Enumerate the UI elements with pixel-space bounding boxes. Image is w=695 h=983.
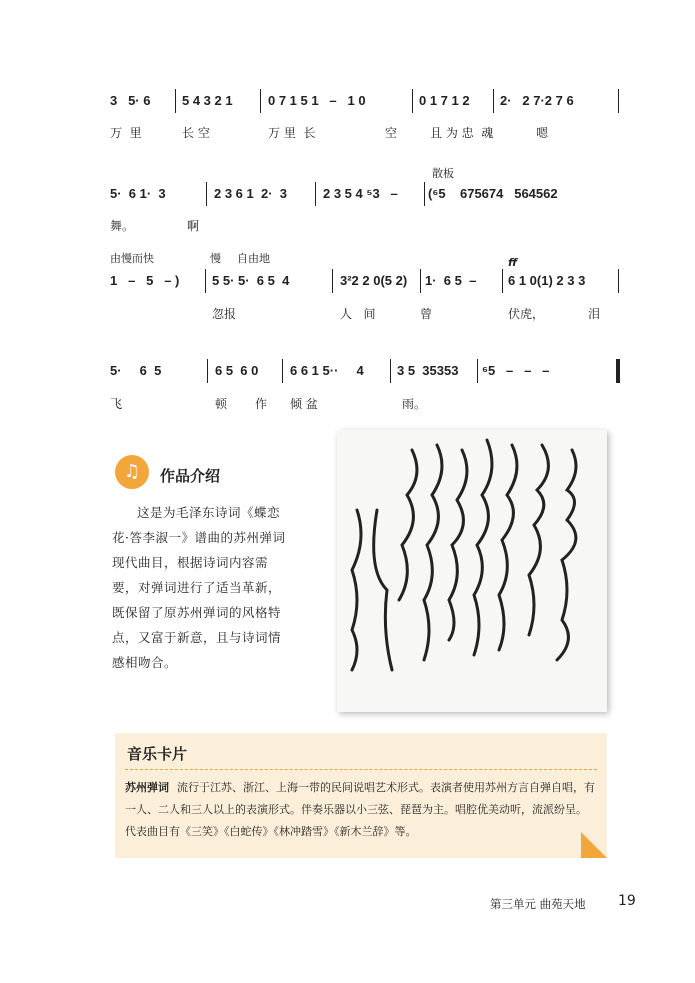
tempo-mark: 散板 xyxy=(432,167,454,180)
lyric: 万 里 长 xyxy=(268,126,316,140)
lyric: 啊 xyxy=(187,219,200,233)
measure: 5 5· 5· 6 5 4 xyxy=(212,273,290,288)
section-title: 作品介绍 xyxy=(160,467,221,485)
lyric: 倾 盆 xyxy=(290,397,318,411)
measure: 6 1 0(1) 2 3 3 xyxy=(508,273,586,288)
page-number: 19 xyxy=(618,893,636,909)
measure: 5· 6 5 xyxy=(110,363,162,378)
intro-text: 这是为毛泽东诗词《蝶恋花·答李淑一》谱曲的苏州弹词现代曲目，根据诗词内容需要，对弹词进行了适当革新，既保留了原苏州弹词的风格特点，又富于新意，且与诗词情感相吻合。 xyxy=(112,505,286,670)
card-term: 苏州弹词 xyxy=(125,781,169,794)
tempo-mark: 由慢而快 xyxy=(110,252,154,265)
footer-unit: 第三单元 曲苑天地 xyxy=(490,897,586,911)
lyric: 万 里 xyxy=(110,126,142,140)
measure: (⁶5 675674 564562 xyxy=(428,186,569,201)
measure: 2 3 5 4 ⁵3 – xyxy=(323,186,398,201)
measure: 2 3 6 1 2· 3 xyxy=(214,186,287,201)
card-title: 音乐卡片 xyxy=(127,745,188,763)
lyric: 飞 xyxy=(110,397,123,411)
measure: 2· 2 7·2 7 6 xyxy=(500,93,574,108)
measure: 5 4 3 2 1 xyxy=(182,93,233,108)
lyric: 长 空 xyxy=(182,126,210,140)
lyric: 伏虎， xyxy=(508,307,545,321)
card-description: 流行于江苏、浙江、上海一带的民间说唱艺术形式。表演者使用苏州方言自弹自唱，有一人、二人和三人以上的表演形式。伴奏乐器以小三弦、琵琶为主。唱腔优美动听，流派纷呈。代表曲目有《三笑》《白蛇传》《林冲踏雪》《新木兰辞》等。 xyxy=(125,781,595,838)
measure: 3 5· 6 xyxy=(110,93,151,108)
dynamic-mark: ff xyxy=(508,256,518,269)
measure: 0 7 1 5 1 – 1 0 xyxy=(268,93,366,108)
lyric: 且 为 忠 魂 xyxy=(430,126,494,140)
score-row-3 xyxy=(110,273,620,295)
score-row-2 xyxy=(110,186,620,208)
measure: 1 – 5 – ) xyxy=(110,273,180,288)
page-fold-corner xyxy=(581,832,607,858)
lyric: 泪 xyxy=(588,307,601,321)
lyric: 作 xyxy=(255,397,268,411)
tempo-mark: 慢 xyxy=(210,252,221,265)
divider xyxy=(125,769,597,770)
measure: 3 5 35353 xyxy=(397,363,459,378)
music-card xyxy=(115,733,607,858)
measure: 0 1 7 1 2 xyxy=(419,93,470,108)
lyric: 舞。 xyxy=(110,219,135,233)
lyric: 嗯 xyxy=(536,126,549,140)
tempo-mark: 自由地 xyxy=(237,252,270,265)
lyric: 空 xyxy=(385,126,398,140)
calligraphy-strokes xyxy=(337,430,607,712)
measure: 3²2 2 0(5 2) xyxy=(340,273,408,288)
lyric: 顿 xyxy=(215,397,228,411)
lyric: 忽报 xyxy=(212,307,237,321)
score-row-4 xyxy=(110,363,620,385)
score-row-1 xyxy=(110,93,620,115)
measure: ⁶5 – – – xyxy=(482,363,550,378)
music-note-icon: ♫ xyxy=(115,455,149,489)
lyric: 人 间 xyxy=(340,307,376,321)
card-text xyxy=(125,777,595,843)
lyric: 雨。 xyxy=(402,397,427,411)
measure: 5· 6 1· 3 xyxy=(110,186,166,201)
measure: 6 5 6 0 xyxy=(215,363,259,378)
calligraphy-image xyxy=(337,430,607,712)
measure: 1· 6 5 – xyxy=(425,273,477,288)
measure: 6 6 1 5·· 4 xyxy=(290,363,364,378)
lyric: 曾 xyxy=(420,307,433,321)
